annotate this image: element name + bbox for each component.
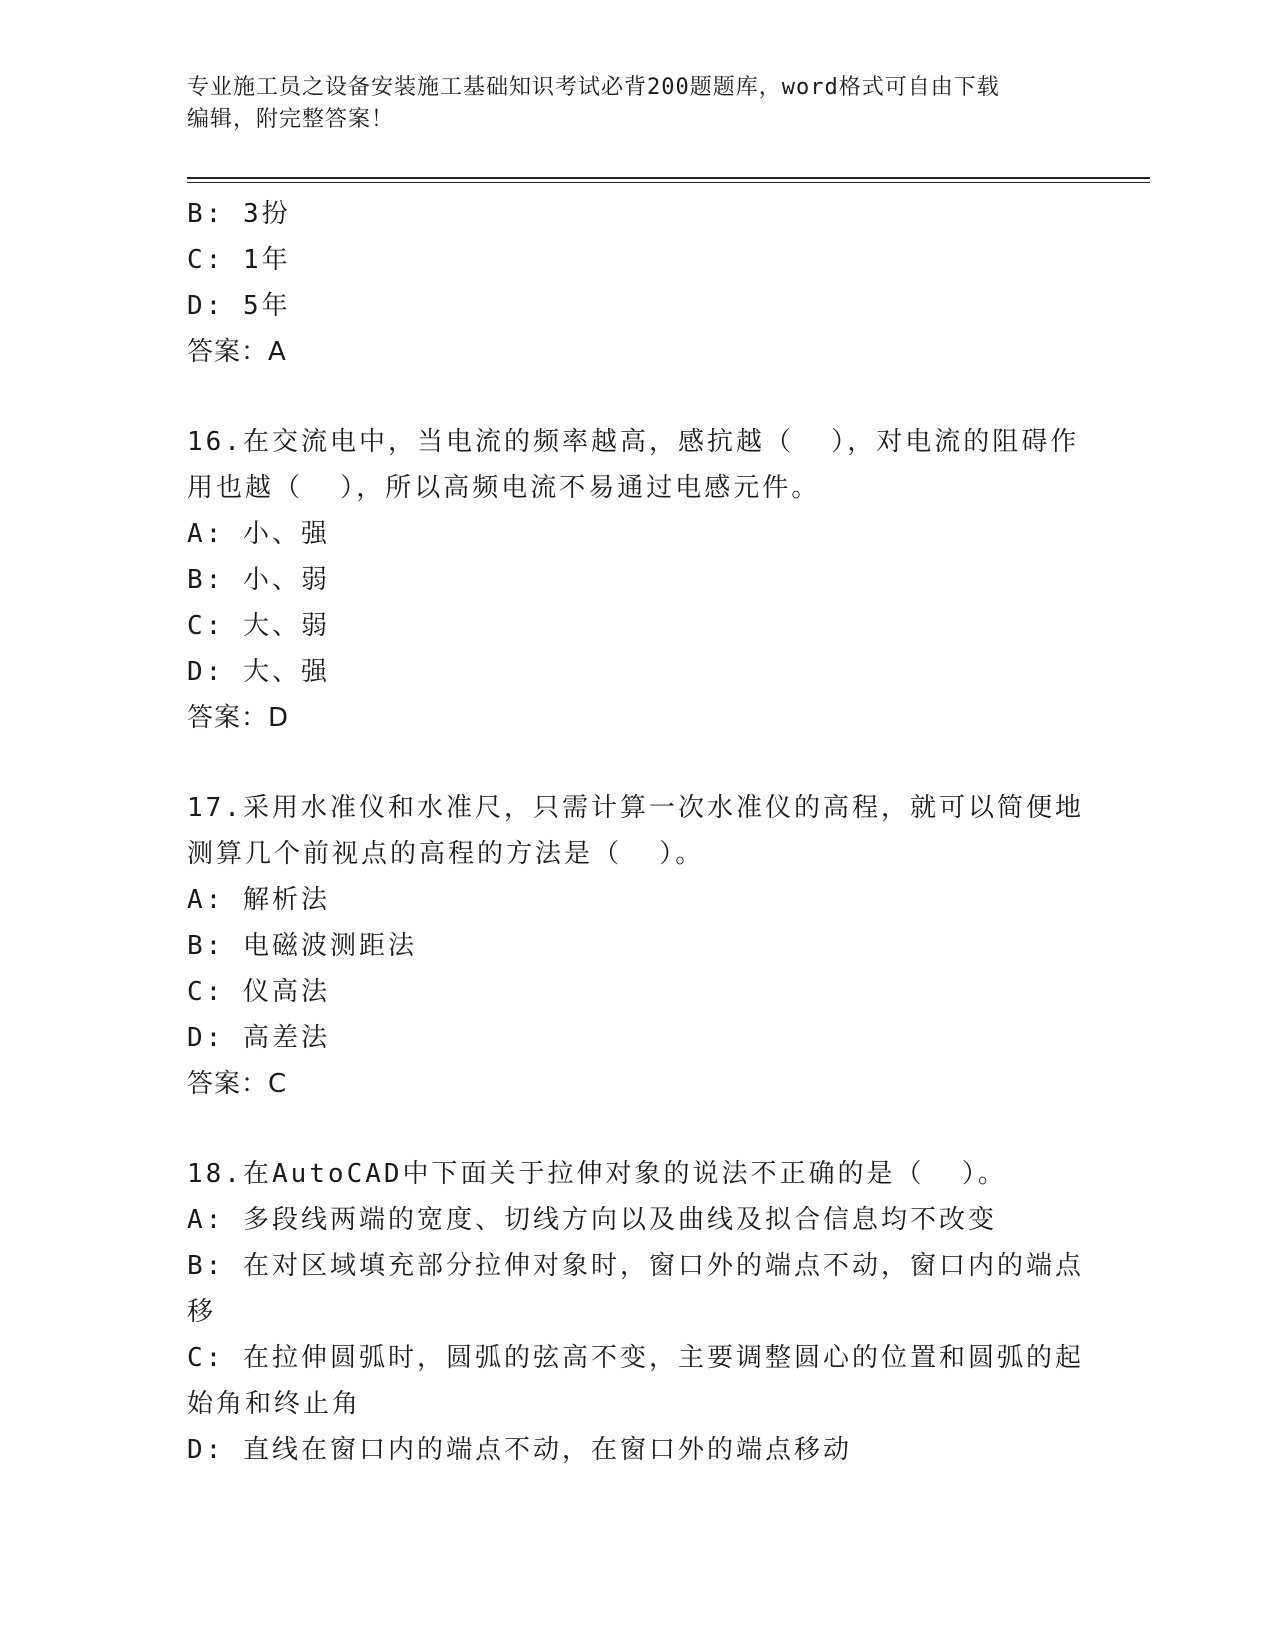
option-d: D: 5年 [187,291,291,321]
question-title-line-2: 测算几个前视点的高程的方法是（ ）。 [187,839,705,869]
option-a: A: 小、强 [187,519,330,549]
question-title-line-1: 17.采用水准仪和水准尺，只需计算一次水准仪的高程，就可以简便地 [187,793,1084,823]
option-a: A: 多段线两端的宽度、切线方向以及曲线及拟合信息均不改变 [187,1205,997,1235]
question-title-line-2: 用也越（ ），所以高频电流不易通过电感元件。 [187,473,821,503]
document-header [187,72,1087,136]
option-d: D: 大、强 [187,657,330,687]
question-15-partial [187,191,1087,375]
answer-line: 答案：D [187,703,290,733]
header-line-2: 编辑，附完整答案！ [187,107,395,132]
spacer [187,1107,1087,1151]
option-b: B: 3扮 [187,199,291,229]
option-d: D: 高差法 [187,1023,330,1053]
question-18 [187,1151,1087,1473]
option-a: A: 解析法 [187,885,330,915]
header-line-1: 专业施工员之设备安装施工基础知识考试必背200题题库，word格式可自由下载 [187,75,1000,100]
option-b: B: 小、弱 [187,565,330,595]
option-c-line-1: C: 在拉伸圆弧时，圆弧的弦高不变，主要调整圆心的位置和圆弧的起 [187,1343,1084,1373]
header-rule-thin [187,182,1150,183]
answer-line: 答案：C [187,1069,288,1099]
option-b: B: 电磁波测距法 [187,931,417,961]
option-c: C: 1年 [187,245,291,275]
option-b-line-1: B: 在对区域填充部分拉伸对象时，窗口外的端点不动，窗口内的端点 [187,1251,1084,1281]
header-rule-thick [187,177,1150,179]
answer-line: 答案：A [187,337,287,367]
option-c: C: 大、弱 [187,611,330,641]
question-content [187,191,1087,1473]
spacer [187,375,1087,419]
spacer [187,741,1087,785]
question-17 [187,785,1087,1107]
question-title-line-1: 18.在AutoCAD中下面关于拉伸对象的说法不正确的是（ ）。 [187,1159,1007,1189]
question-16 [187,419,1087,741]
question-title-line-1: 16.在交流电中，当电流的频率越高，感抗越（ ），对电流的阻碍作 [187,427,1080,457]
option-c: C: 仪高法 [187,977,330,1007]
option-d: D: 直线在窗口内的端点不动，在窗口外的端点移动 [187,1435,852,1465]
option-c-line-2: 始角和终止角 [187,1389,362,1419]
option-b-line-2: 移 [187,1297,217,1327]
